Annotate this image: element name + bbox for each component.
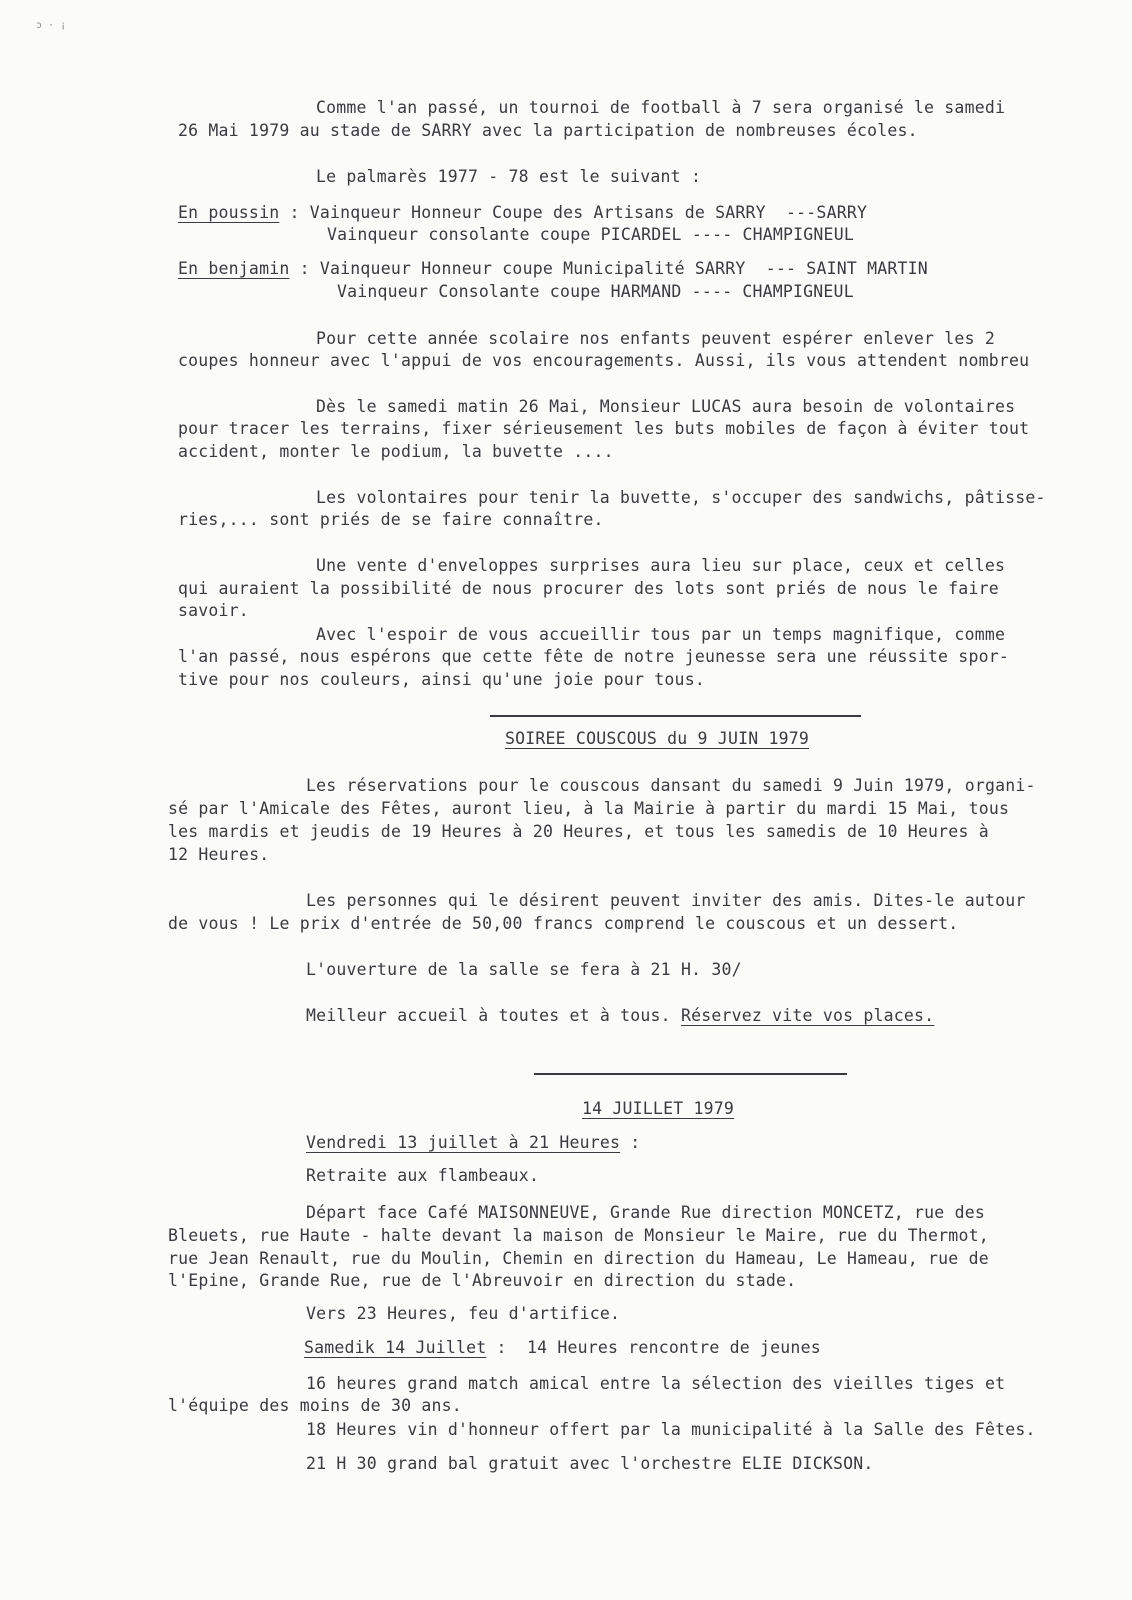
route-line-2: Bleuets, rue Haute - halte devant la maison de Monsieur le Maire, rue du Thermot, — [168, 1226, 989, 1245]
reservez-text: Réservez vite vos places. — [680, 1006, 935, 1025]
section-divider-2 — [534, 1073, 847, 1075]
samedi-rest: : 14 Heures rencontre de jeunes — [486, 1338, 821, 1357]
couscous-line-1: Les réservations pour le couscous dansant du samedi 9 Juin 1979, organi- — [306, 776, 1036, 795]
route-line-3: rue Jean Renault, rue du Moulin, Chemin en direction du Hameau, Le Hameau, rue de — [168, 1249, 989, 1268]
enfants-line-1: Pour cette année scolaire nos enfants peuvent espérer enlever les 2 — [316, 329, 995, 348]
enveloppes-line-3: savoir. — [178, 601, 249, 620]
buvette-line-1: Les volontaires pour tenir la buvette, s'occuper des sandwichs, pâtisse- — [316, 488, 1046, 507]
football-intro-line-1: Comme l'an passé, un tournoi de football à 7 sera organisé le samedi — [316, 98, 1006, 117]
margin-marks: ɔ · ¡ — [36, 20, 67, 31]
section-divider-1 — [490, 715, 861, 717]
benjamin-result-1: : Vainqueur Honneur coupe Municipalité SARRY --- SAINT MARTIN — [289, 259, 928, 278]
volontaires-line-3: accident, monter le podium, la buvette .... — [178, 442, 614, 461]
match-line-1: 16 heures grand match amical entre la sélection des vieilles tiges et — [306, 1374, 1006, 1393]
vendredi-heading: Vendredi 13 juillet à 21 Heures — [306, 1133, 621, 1152]
espoir-line-2: l'an passé, nous espérons que cette fête de notre jeunesse sera une réussite spor- — [178, 647, 1009, 666]
accueil-line — [306, 1006, 934, 1026]
espoir-line-1: Avec l'espoir de vous accueillir tous par un temps magnifique, comme — [316, 625, 1006, 644]
poussin-result-1: : Vainqueur Honneur Coupe des Artisans de SARRY ---SARRY — [279, 203, 868, 222]
espoir-line-3: tive pour nos couleurs, ainsi qu'une joie pour tous. — [178, 670, 705, 689]
enveloppes-line-2: qui auraient la possibilité de nous procurer des lots sont priés de nous le faire — [178, 579, 999, 598]
amis-line-2: de vous ! Le prix d'entrée de 50,00 francs comprend le couscous et un dessert. — [168, 914, 959, 933]
accueil-text: Meilleur accueil à toutes et à tous. — [306, 1006, 681, 1025]
couscous-line-2: sé par l'Amicale des Fêtes, auront lieu, à la Mairie à partir du mardi 15 Mai, tous — [168, 799, 1010, 818]
poussin-result-2: Vainqueur consolante coupe PICARDEL ---- CHAMPIGNEUL — [327, 225, 854, 244]
vin-line: 18 Heures vin d'honneur offert par la municipalité à la Salle des Fêtes. — [306, 1420, 1036, 1439]
couscous-line-4: 12 Heures. — [168, 845, 270, 864]
enfants-line-2: coupes honneur avec l'appui de vos encouragements. Aussi, ils vous attendent nombreu — [178, 351, 1030, 370]
samedi-row — [304, 1338, 821, 1358]
fireworks-line: Vers 23 Heures, feu d'artifice. — [306, 1304, 621, 1323]
vendredi-colon: : — [620, 1133, 641, 1152]
benjamin-result-2: Vainqueur Consolante coupe HARMAND ---- CHAMPIGNEUL — [337, 282, 854, 301]
retraite-line: Retraite aux flambeaux. — [306, 1166, 540, 1185]
football-intro-line-2: 26 Mai 1979 au stade de SARRY avec la participation de nombreuses écoles. — [178, 121, 918, 140]
volontaires-line-1: Dès le samedi matin 26 Mai, Monsieur LUCAS aura besoin de volontaires — [316, 397, 1016, 416]
poussin-row — [178, 203, 867, 223]
enveloppes-line-1: Une vente d'enveloppes surprises aura lieu sur place, ceux et celles — [316, 556, 1006, 575]
couscous-title: SOIREE COUSCOUS du 9 JUIN 1979 — [505, 729, 810, 748]
volontaires-line-2: pour tracer les terrains, fixer sérieusement les buts mobiles de façon à éviter tout — [178, 419, 1030, 438]
buvette-line-2: ries,... sont priés de se faire connaître. — [178, 510, 604, 529]
benjamin-label: En benjamin — [178, 259, 290, 278]
vendredi-row — [306, 1133, 640, 1153]
samedi-heading: Samedik 14 Juillet — [304, 1338, 487, 1357]
palmares-intro: Le palmarès 1977 - 78 est le suivant : — [316, 167, 702, 186]
couscous-line-3: les mardis et jeudis de 19 Heures à 20 Heures, et tous les samedis de 10 Heures à — [168, 822, 989, 841]
benjamin-row — [178, 259, 928, 279]
match-line-2: l'équipe des moins de 30 ans. — [168, 1396, 462, 1415]
route-line-1: Départ face Café MAISONNEUVE, Grande Rue direction MONCETZ, rue des — [306, 1203, 985, 1222]
amis-line-1: Les personnes qui le désirent peuvent inviter des amis. Dites-le autour — [306, 891, 1026, 910]
bal-line: 21 H 30 grand bal gratuit avec l'orchestre ELIE DICKSON. — [306, 1454, 874, 1473]
juillet-title: 14 JUILLET 1979 — [582, 1099, 735, 1118]
poussin-label: En poussin — [178, 203, 280, 222]
ouverture-line: L'ouverture de la salle se fera à 21 H. 30/ — [306, 960, 742, 979]
route-line-4: l'Epine, Grande Rue, rue de l'Abreuvoir en direction du stade. — [168, 1271, 797, 1290]
